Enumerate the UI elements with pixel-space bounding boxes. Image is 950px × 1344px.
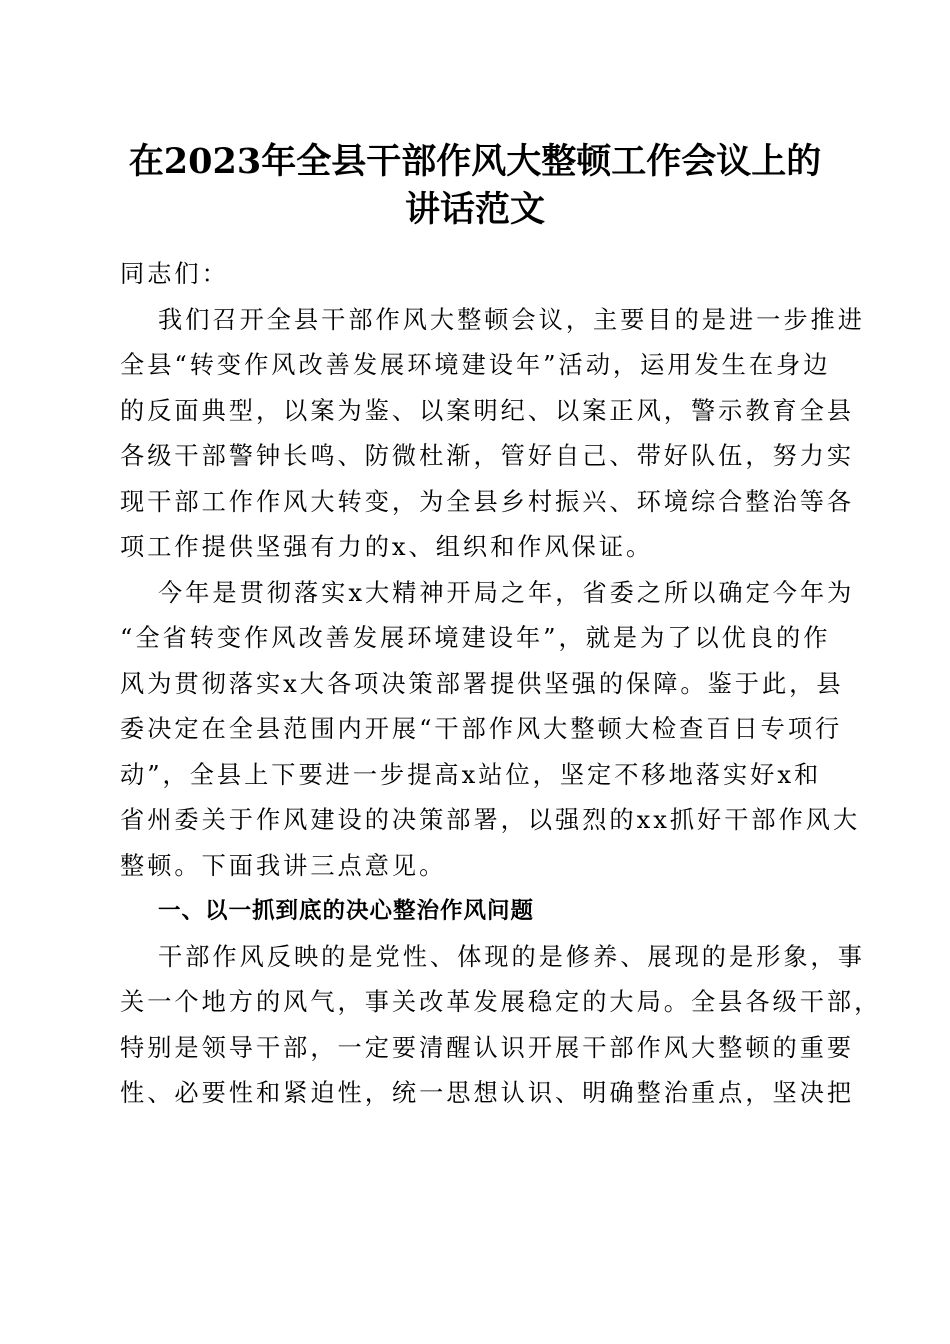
paragraph-line: 的反面典型，以案为鉴、以案明纪、以案正风，警示教育全县 <box>120 396 855 425</box>
paragraph-line: 干部作风反映的是党性、体现的是修养、展现的是形象，事 <box>158 942 865 971</box>
title-line-1: 在2023年全县干部作风大整顿工作会议上的 <box>128 141 822 182</box>
paragraph-line: 今年是贯彻落实x大精神开局之年，省委之所以确定今年为 <box>158 578 855 607</box>
paragraph-line: 我们召开全县干部作风大整顿会议，主要目的是进一步推进 <box>158 305 865 334</box>
paragraph-line: 现干部工作作风大转变，为全县乡村振兴、环境综合整治等各 <box>120 487 855 516</box>
salutation: 同志们： <box>120 260 229 288</box>
paragraph-line: 风为贯彻落实x大各项决策部署提供坚强的保障。鉴于此，县 <box>120 669 844 698</box>
document-body <box>120 252 882 1117</box>
paragraph-line: 动”，全县上下要进一步提高x站位，坚定不移地落实好x和 <box>120 760 822 789</box>
document-title <box>100 138 850 234</box>
paragraph-line: 委决定在全县范围内开展“干部作风大整顿大检查百日专项行 <box>120 715 843 743</box>
paragraph-line: 关一个地方的风气，事关改革发展稳定的大局。全县各级干部， <box>120 988 882 1016</box>
paragraph-line: 项工作提供坚强有力的x、组织和作风保证。 <box>120 533 654 561</box>
paragraph-line: 各级干部警钟长鸣、防微杜渐，管好自己、带好队伍，努力实 <box>120 442 855 470</box>
paragraph-line: 整顿。下面我讲三点意见。 <box>120 851 447 880</box>
paragraph-line: 省州委关于作风建设的决策部署，以强烈的xx抓好干部作风大 <box>120 806 861 834</box>
title-line-2: 讲话范文 <box>404 189 545 230</box>
paragraph-line: 全县“转变作风改善发展环境建设年”活动，运用发生在身边 <box>120 351 831 379</box>
paragraph-line: 特别是领导干部，一定要清醒认识开展干部作风大整顿的重要 <box>120 1033 855 1062</box>
section-heading: 一、以一抓到底的决心整治作风问题 <box>158 898 535 924</box>
paragraph-line: “全省转变作风改善发展环境建设年”，就是为了以优良的作 <box>120 624 831 652</box>
paragraph-line: 性、必要性和紧迫性，统一思想认识、明确整治重点，坚决把 <box>120 1079 855 1107</box>
